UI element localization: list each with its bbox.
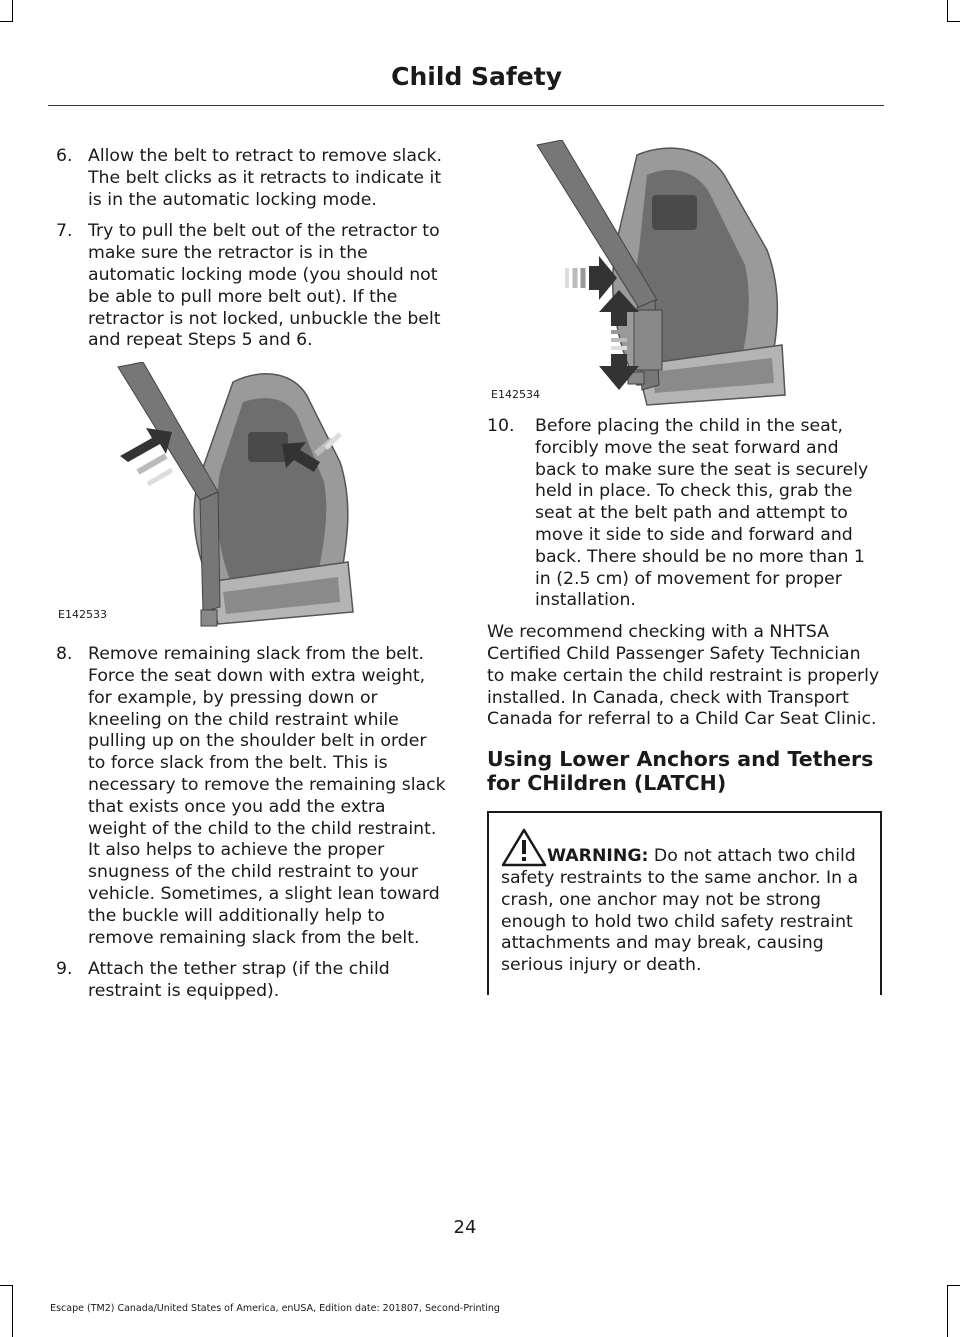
child-seat-drawing — [487, 140, 887, 408]
crop-mark-bottom-right-v — [947, 1285, 948, 1337]
right-column — [487, 140, 882, 995]
warning-box — [487, 811, 882, 995]
arrow-right-icon — [567, 256, 617, 300]
step-9 — [48, 959, 448, 1003]
warning-label: WARNING: — [547, 846, 649, 867]
crop-mark-top-right-v — [947, 0, 948, 22]
step-text: Attach the tether strap (if the child restraint is equipped). — [88, 959, 390, 1002]
figure-code: E142534 — [491, 388, 540, 402]
figure-code: E142533 — [58, 608, 107, 622]
step-text: Allow the belt to retract to remove slack. The belt clicks as it retracts to indicate it is in the automatic locking mode. — [88, 146, 442, 210]
step-10 — [487, 416, 882, 612]
recommendation-paragraph: We recommend checking with a NHTSA Certified Child Passenger Safety Technician to make certain the child restraint is properly installed. In Canada, check with Transport Canada for referral to a Child Car Seat Clinic. — [487, 622, 880, 730]
step-number: 8. — [56, 644, 73, 665]
crop-mark-top-left-v — [12, 0, 13, 22]
step-number: 7. — [56, 221, 73, 242]
crop-mark-bottom-left-h — [0, 1285, 13, 1286]
step-text: Try to pull the belt out of the retractor to make sure the retractor is in the automatic locking mode (you should not be able to pull more belt out). If the retractor is not locked, unbuckle the belt and repeat Steps 5 and 6. — [88, 221, 441, 351]
crop-mark-top-right-h — [947, 21, 960, 22]
left-column — [48, 146, 448, 1013]
warning-triangle-icon — [501, 827, 547, 867]
crop-mark-bottom-right-h — [947, 1285, 960, 1286]
section-heading: Using Lower Anchors and Tethers for CHildren (LATCH) — [487, 747, 874, 796]
footer-edition-text: Escape (TM2) Canada/United States of America, enUSA, Edition date: 201807, Second-Printing — [50, 1303, 500, 1314]
child-seat-illustration-e142534 — [487, 140, 887, 408]
warning-text: Do not attach two child safety restraints to the same anchor. In a crash, one anchor may not be strong enough to hold two child safety restraint attachments and may break, causing serious injury or death. — [501, 846, 859, 976]
step-text: Remove remaining slack from the belt. Force the seat down with extra weight, for example, by pressing down or kneeling on the child restraint while pulling up on the shoulder belt in order to force slack from the belt. This is necessary to remove the remaining slack that exists once you add the extra weight of the child to the child restraint. It also helps to achieve the proper snugness of the child restraint to your vehicle. Sometimes, a slight lean toward the buckle will additionally help to remove remaining slack from the belt. — [88, 644, 446, 948]
arrow-left-icon — [120, 428, 172, 484]
step-6 — [48, 146, 448, 211]
step-8 — [48, 644, 448, 949]
page-title: Child Safety — [391, 62, 562, 91]
step-number: 10. — [487, 416, 515, 436]
child-seat-drawing — [48, 362, 448, 632]
step-text: Before placing the child in the seat, forcibly move the seat forward and back to make sure the seat is securely held in place. To check this, grab the seat at the belt path and attempt to move it side to side and forward and back. There should be no more than 1 in (2.5 cm) of movement for proper installation. — [535, 416, 869, 611]
step-number: 6. — [56, 146, 73, 166]
step-number: 9. — [56, 959, 73, 980]
page-number: 24 — [453, 1217, 477, 1238]
crop-mark-top-left-h — [0, 21, 13, 22]
header-divider — [48, 105, 884, 106]
child-seat-illustration-e142533 — [48, 362, 448, 632]
step-7 — [48, 221, 448, 352]
